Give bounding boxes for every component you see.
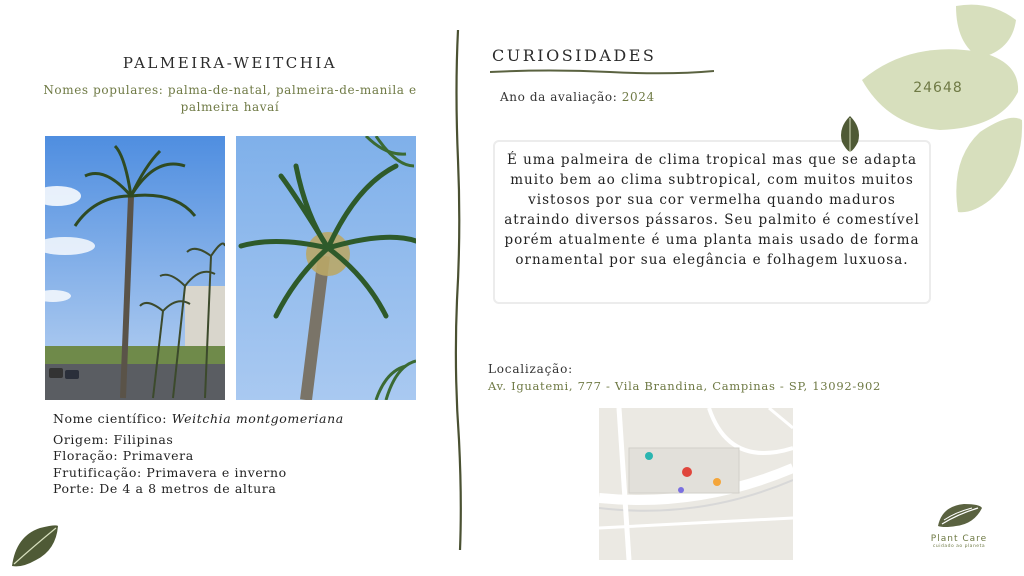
bottom-leaf-icon (10, 522, 62, 568)
curiosities-text: É uma palmeira de clima tropical mas que se adapta muito bem ao clima subtropical, com muitos muitos vistosos por sua cor vermelha quando maduros atraindo diversos pássaros. Seu palmito é comestível porém atualmente é uma planta mais usado de forma ornamental por sua elegância e folhagem luxuosa. (504, 152, 920, 268)
evaluation-year (500, 90, 655, 104)
location-address: Av. Iguatemi, 777 - Vila Brandina, Campinas - SP, 13092-902 (488, 379, 881, 393)
scientific-name-row (53, 411, 344, 428)
logo-name: Plant Care (930, 534, 988, 544)
size: Porte: De 4 a 8 metros de altura (53, 481, 277, 496)
title-underline (490, 68, 714, 76)
plant-care-logo (922, 500, 996, 549)
logo-tagline: cuidado ao planeta (932, 544, 986, 549)
popular-names: Nomes populares: palma-de-natal, palmeira-de-manila e palmeira havaí (43, 83, 417, 114)
flowering: Floração: Primavera (53, 448, 194, 463)
year-label: Ano da avaliação: (500, 90, 618, 104)
small-leaf-icon (838, 114, 862, 154)
vertical-divider (452, 30, 466, 550)
leaf-decoration-icon (840, 0, 1024, 230)
scientific-name: Weitchia montgomeriana (171, 411, 344, 426)
location-map[interactable] (599, 408, 793, 560)
year-value: 2024 (621, 90, 655, 104)
logo-leaf-icon (934, 500, 984, 530)
palm-photo-2 (236, 136, 416, 400)
plant-title: PALMEIRA-WEITCHIA (122, 54, 338, 72)
fruiting: Frutificação: Primavera e inverno (53, 464, 287, 480)
palm-photo-1 (45, 136, 225, 400)
origin: Origem: Filipinas (53, 431, 174, 447)
scientific-label: Nome científico: (53, 411, 172, 426)
plant-facts (53, 411, 344, 498)
curiosities-title: CURIOSIDADES (492, 46, 657, 65)
location-label: Localização: (488, 362, 573, 376)
record-id: 24648 (913, 80, 963, 96)
